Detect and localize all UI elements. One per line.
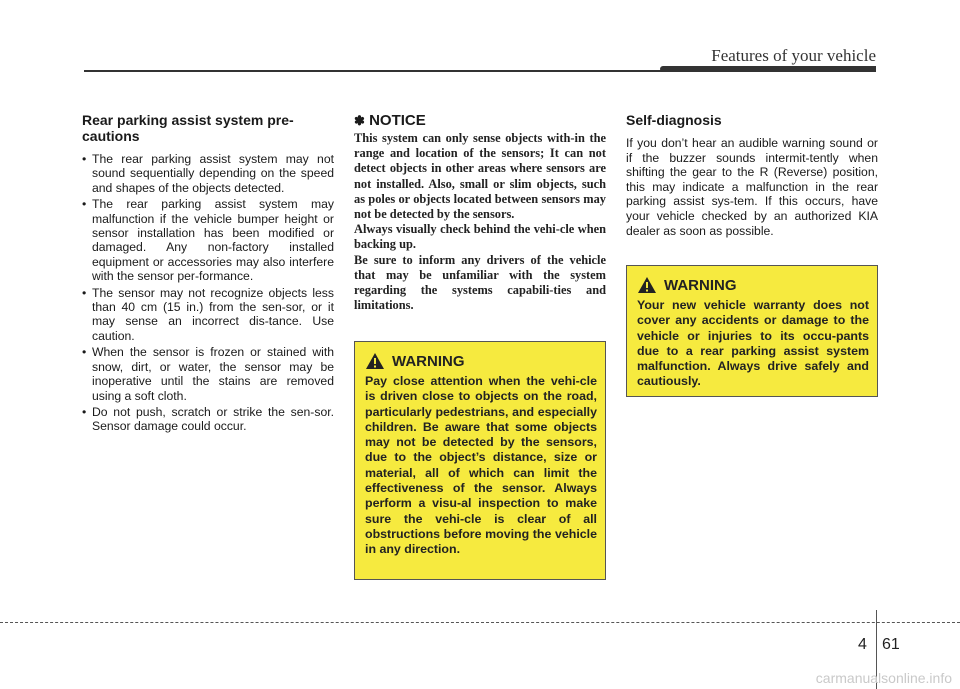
- warning-title: WARNING: [664, 276, 737, 294]
- notice-paragraph: Be sure to inform any drivers of the vehicle that may be unfamiliar with the system regarding the systems capabili-ties and limitations.: [354, 252, 606, 313]
- header-tab: [660, 66, 876, 72]
- notice-title: NOTICE: [369, 112, 426, 129]
- column-notice: [354, 112, 606, 313]
- watermark: carmanualsonline.info: [815, 670, 952, 686]
- warning-title: WARNING: [392, 352, 465, 370]
- warning-triangle-icon: [637, 276, 657, 294]
- notice-paragraph: This system can only sense objects with-in the range and location of the sensors; It can not detect objects in other areas where sensors are not installed. Also, small or slim objects, such as poles or objects located between sensors may not be detected by the sensors.: [354, 131, 606, 222]
- precautions-list: [82, 152, 334, 434]
- footer-rule: [0, 622, 960, 623]
- list-item: • When the sensor is frozen or stained with snow, dirt, or water, the sensor may be inoperative until the stains are removed using a soft cloth.: [82, 345, 334, 403]
- running-header: Features of your vehicle: [711, 46, 876, 65]
- warning-title-row: [637, 276, 869, 294]
- column-precautions: [82, 112, 334, 436]
- notice-star-icon: ✽: [354, 113, 365, 128]
- column-self-diagnosis: [626, 112, 878, 238]
- warning-triangle-icon: [365, 352, 385, 370]
- warning-body: Pay close attention when the vehi-cle is driven close to objects on the road, particularly pedestrians, and especially children. Be aware that some objects may not be detected by the sensors, due to the object’s distance, size or material, all of which can limit the effectiveness of the sensor. Always perform a visu-al inspection to make sure the vehi-cle is clear of all obstructions before moving the vehicle in any direction.: [365, 374, 597, 557]
- list-item: • The rear parking assist system may not sound sequentially depending on the speed and shapes of the objects detected.: [82, 152, 334, 195]
- warning-box-objects: [354, 341, 606, 580]
- chapter-number: 4: [858, 636, 867, 653]
- warning-body: Your new vehicle warranty does not cover any accidents or damage to the vehicle or injuries to its occu-pants due to a rear parking assist system malfunction. Always drive safely and cautiously.: [637, 298, 869, 389]
- notice-heading: [354, 112, 606, 129]
- section-heading-self-diagnosis: Self-diagnosis: [626, 112, 722, 128]
- list-item: • The sensor may not recognize objects less than 40 cm (15 in.) from the sen-sor, or it may sense an incorrect dis-tance. Use caution.: [82, 286, 334, 344]
- warning-title-row: [365, 352, 597, 370]
- notice-body: [354, 131, 606, 313]
- warning-box-warranty: [626, 265, 878, 397]
- page-number: 61: [882, 636, 900, 653]
- section-heading-precautions: Rear parking assist system pre-cautions: [82, 112, 294, 144]
- notice-paragraph: Always visually check behind the vehi-cle when backing up.: [354, 222, 606, 252]
- self-diagnosis-text: If you don’t hear an audible warning sound or if the buzzer sounds intermit-tently when shifting the gear to the R (Reverse) position, this may indicate a malfunction in the rear parking assist sys-tem. If this occurs, have your vehicle checked by an authorized KIA dealer as soon as possible.: [626, 136, 878, 238]
- list-item: • Do not push, scratch or strike the sen-sor. Sensor damage could occur.: [82, 405, 334, 434]
- list-item: • The rear parking assist system may malfunction if the vehicle bumper height or sensor installation has been modified or damaged. Any non-factory installed equipment or accessories may also interfere with the sensor per-formance.: [82, 197, 334, 283]
